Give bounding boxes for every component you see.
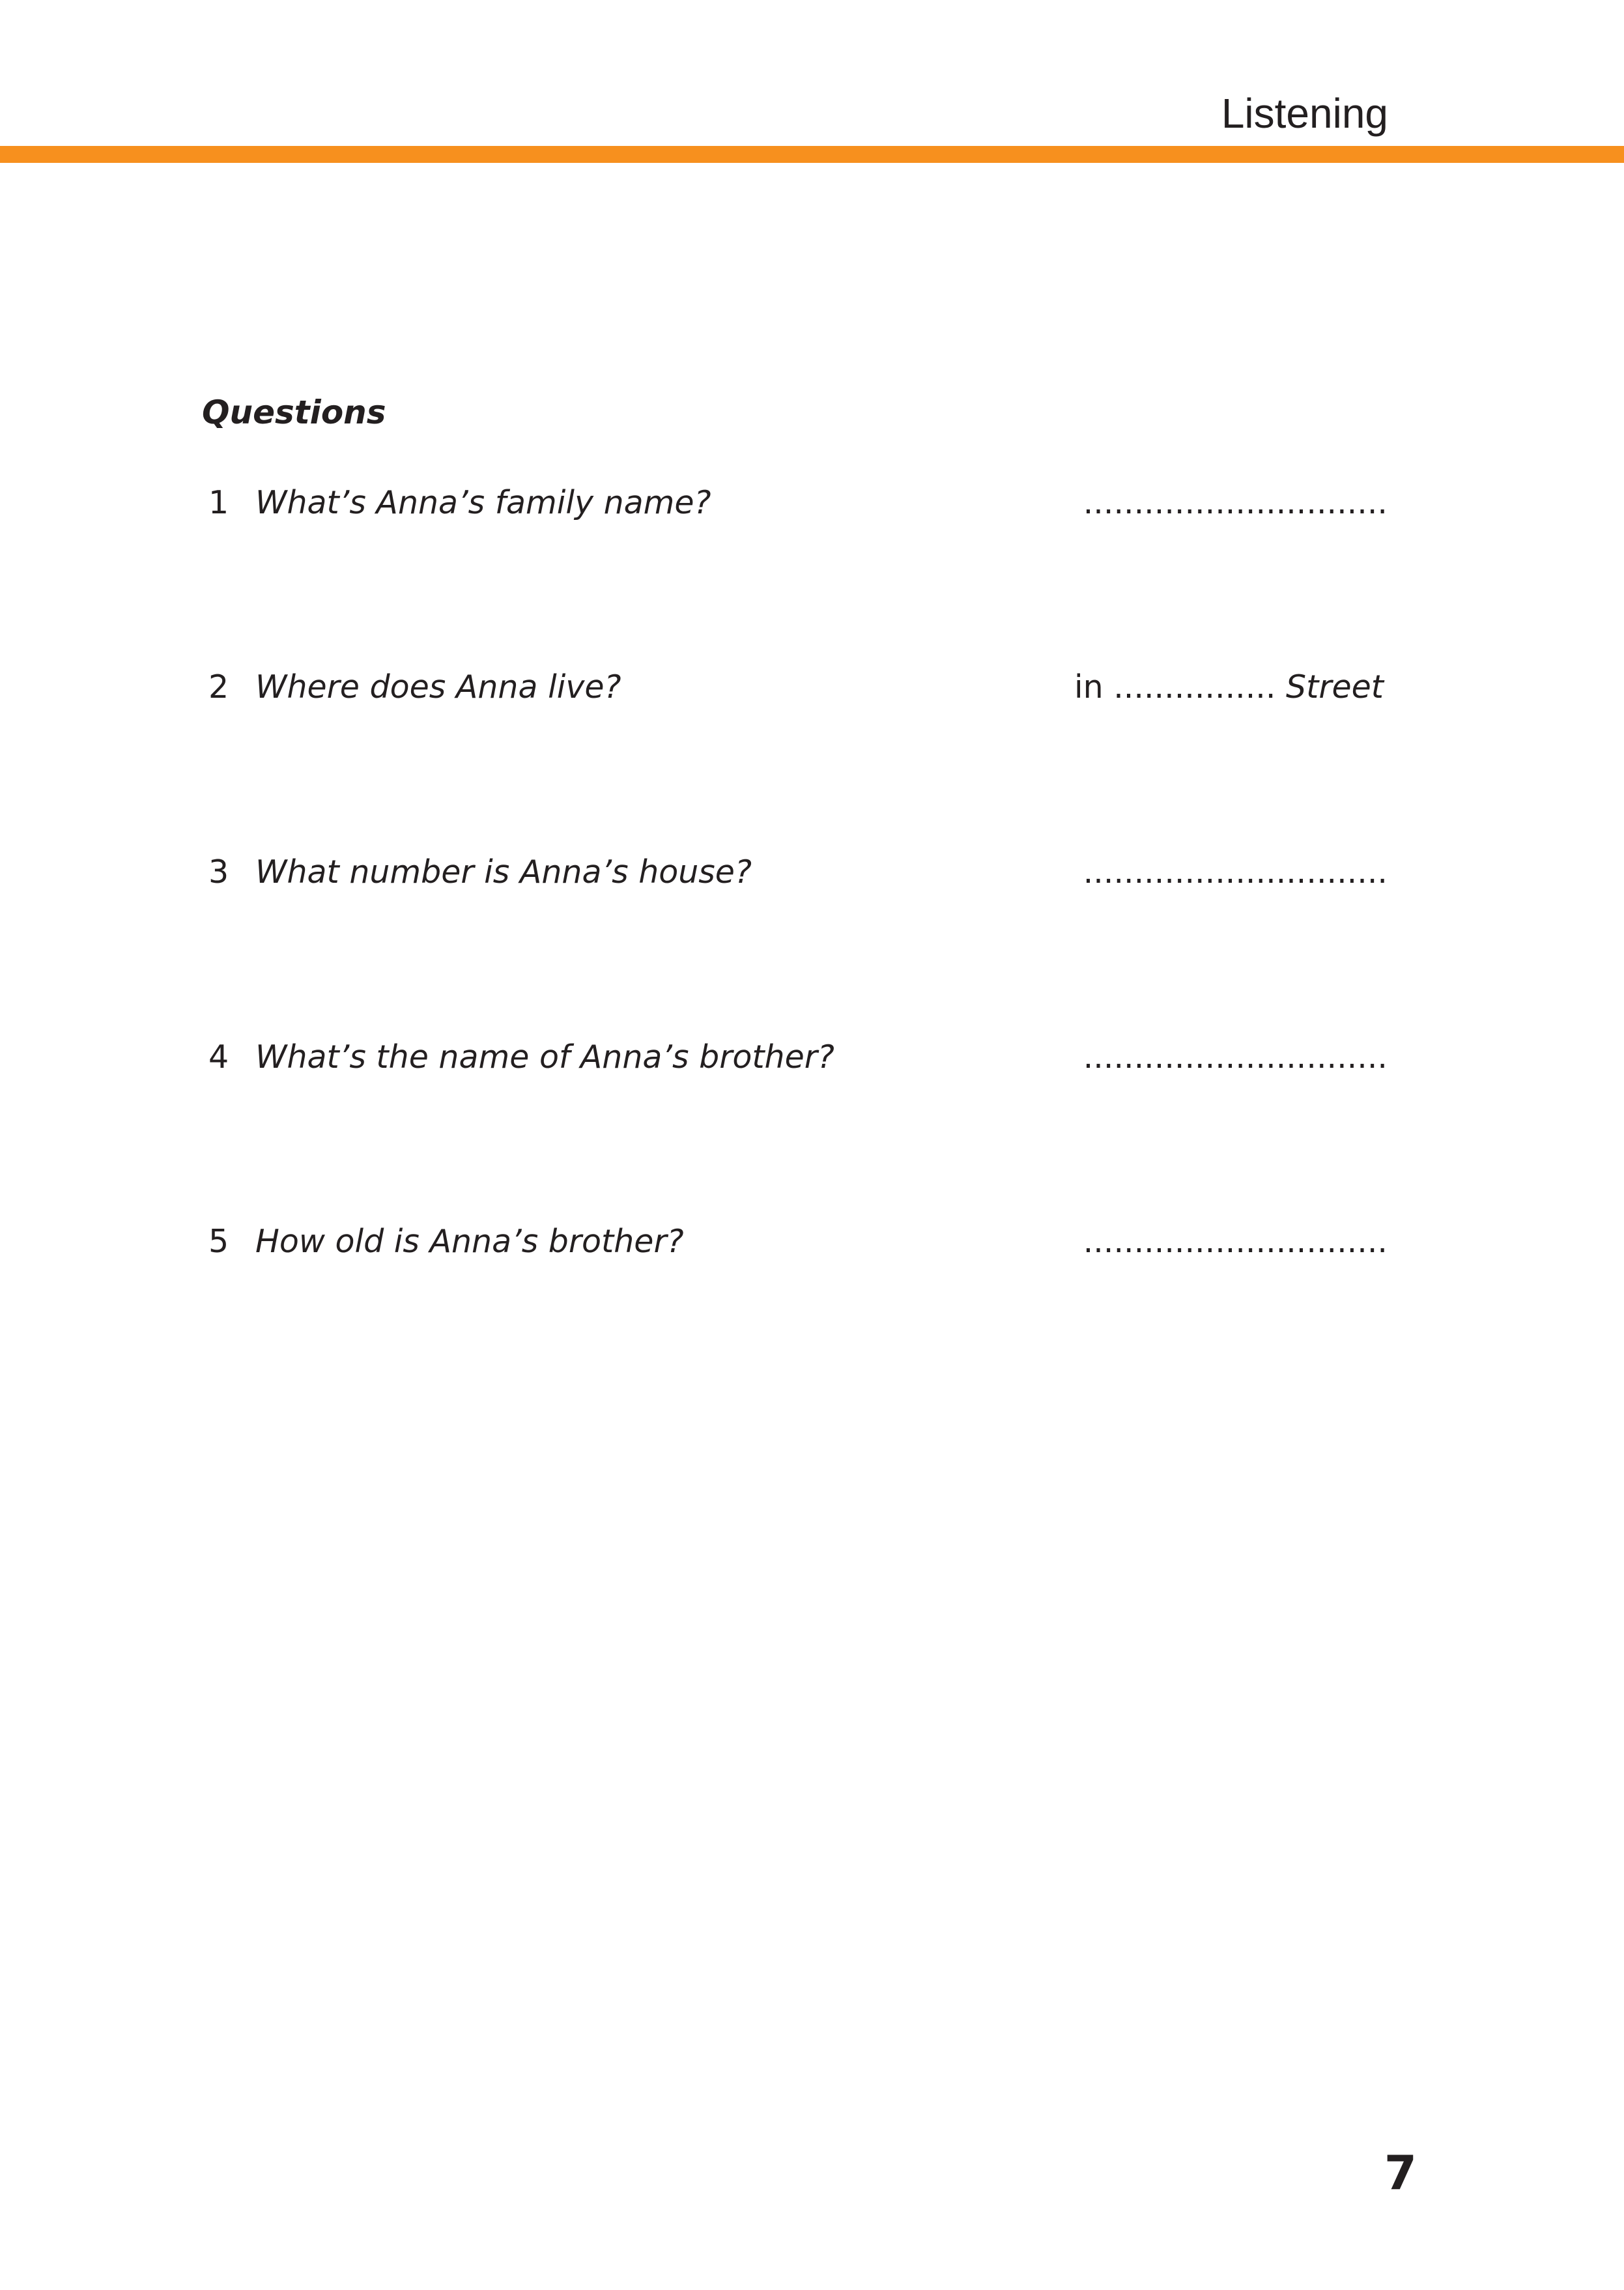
answer-dots: .............................. (1083, 1038, 1388, 1076)
answer-dots: ................ (1113, 668, 1276, 706)
answer-dots: .............................. (1083, 853, 1388, 891)
answer-blank[interactable] (1074, 661, 1384, 713)
question-text: Where does Anna live? (255, 668, 621, 706)
question-row-5 (208, 1216, 1388, 1268)
header-rule (0, 146, 1624, 163)
question-text: What’s the name of Anna’s brother? (255, 1038, 834, 1076)
question-number: 3 (208, 853, 229, 891)
answer-dots: .............................. (1083, 1223, 1388, 1260)
question-number: 2 (208, 668, 229, 706)
answer-blank[interactable] (1083, 1031, 1388, 1083)
page-number: 7 (1384, 2145, 1417, 2200)
question-row-2 (208, 661, 1388, 713)
question-number: 4 (208, 1038, 229, 1076)
question-row-4 (208, 1031, 1388, 1083)
answer-suffix: Street (1275, 668, 1384, 706)
answer-blank[interactable] (1083, 477, 1388, 529)
answer-dots: .............................. (1083, 484, 1388, 521)
question-text: How old is Anna’s brother? (255, 1223, 684, 1260)
answer-blank[interactable] (1083, 1216, 1388, 1268)
question-text: What’s Anna’s family name? (255, 484, 711, 521)
answer-prefix: in (1074, 668, 1114, 706)
question-row-3 (208, 846, 1388, 898)
question-row-1 (208, 477, 1388, 529)
question-text: What number is Anna’s house? (255, 853, 752, 891)
questions-heading: Questions (202, 394, 386, 431)
question-number: 5 (208, 1223, 229, 1260)
section-title: Listening (1221, 90, 1388, 137)
answer-blank[interactable] (1083, 846, 1388, 898)
question-number: 1 (208, 484, 229, 521)
